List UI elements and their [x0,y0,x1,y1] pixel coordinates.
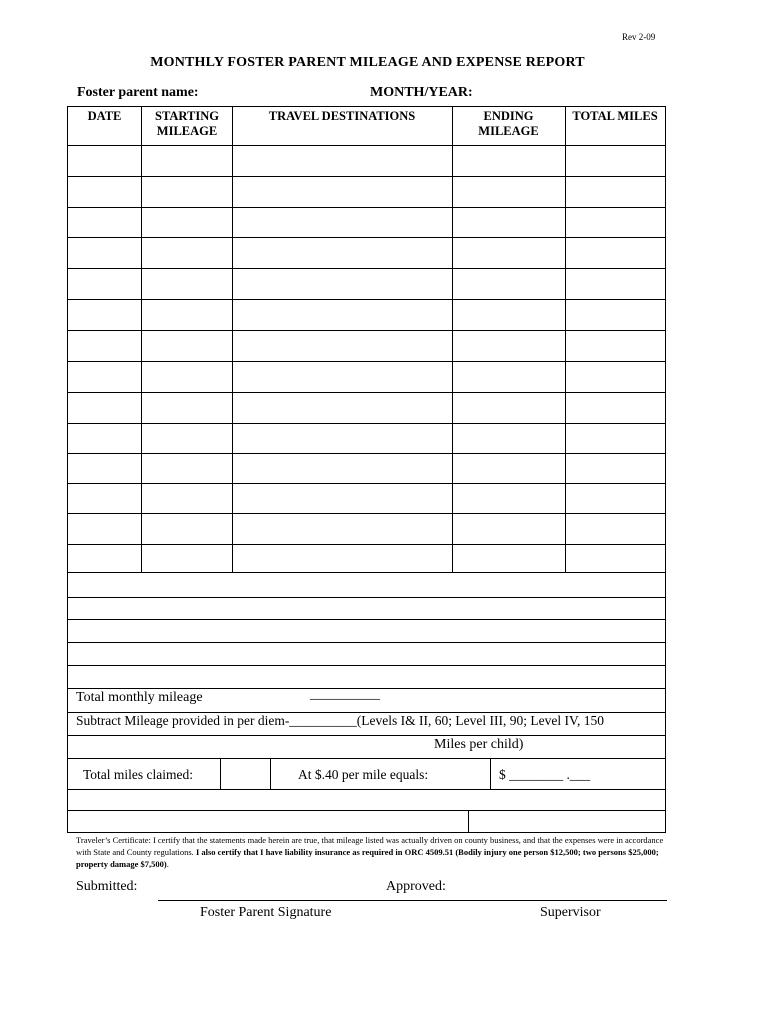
foster-parent-name-label: Foster parent name: [77,85,199,100]
summary-row-divider [68,810,665,811]
column-header-starting-mileage: STARTING MILEAGE [155,109,219,138]
blank-row[interactable] [68,597,665,598]
summary-row-divider [68,789,665,790]
table-row[interactable] [68,145,665,146]
signature-line[interactable] [158,900,667,901]
cell-divider [468,810,469,832]
supervisor-label: Supervisor [540,905,601,920]
submitted-label: Submitted: [76,879,138,894]
total-miles-claimed-label: Total miles claimed: [83,767,194,782]
certificate-end: . [166,859,169,869]
travelers-certificate [76,834,676,870]
cell-divider [490,758,491,789]
table-row[interactable] [68,483,665,484]
approved-label: Approved: [386,879,446,894]
table-row[interactable] [68,392,665,393]
table-row[interactable] [68,544,665,545]
blank-row[interactable] [68,642,665,643]
foster-parent-signature-label: Foster Parent Signature [200,905,332,920]
cell-divider [270,758,271,789]
column-header-total-miles: TOTAL MILES [572,109,658,123]
certificate-text: Traveler’s Certificate: I certify that the statements made herein are true, that mileage listed was actually driven on county business, and that the expenses were in accordance with State and County regulations. [76,835,664,857]
summary-row-divider [68,735,665,736]
blank-row[interactable] [68,665,665,666]
summary-row-divider [68,832,665,833]
per-diem-subtract-line[interactable]: Subtract Mileage provided in per diem-__________(Levels I& II, 60; Level III, 90; Level IV, 150 [76,713,604,728]
table-row[interactable] [68,176,665,177]
table-row[interactable] [68,237,665,238]
summary-section [67,573,666,833]
cell-divider [220,758,221,789]
revision-label: Rev 2-09 [622,32,656,42]
table-row[interactable] [68,268,665,269]
table-row[interactable] [68,330,665,331]
total-monthly-mileage-label: Total monthly mileage [76,690,203,705]
table-row[interactable] [68,423,665,424]
table-row[interactable] [68,207,665,208]
blank-row[interactable] [68,619,665,620]
table-row[interactable] [68,453,665,454]
column-header-date: DATE [87,109,122,123]
column-header-ending-mileage: ENDING MILEAGE [478,109,539,138]
form-title: MONTHLY FOSTER PARENT MILEAGE AND EXPENSE REPORT [150,55,585,70]
mileage-table [67,106,666,573]
summary-row-divider [68,758,665,759]
table-row[interactable] [68,299,665,300]
month-year-label: MONTH/YEAR: [370,85,473,100]
table-row[interactable] [68,361,665,362]
rate-label: At $.40 per mile equals: [298,767,429,782]
certificate-insurance-text: I also certify that I have liability insurance as required in ORC 4509.51 (Bodily injury one person $12,500; two persons $25,000; property damage $7,500) [76,847,659,869]
amount-field[interactable]: $ ________ .___ [499,767,591,782]
total-monthly-mileage-field[interactable]: __________ [310,687,380,702]
miles-per-child-label: Miles per child) [434,737,524,752]
column-header-travel-destinations: TRAVEL DESTINATIONS [268,109,416,123]
table-row[interactable] [68,513,665,514]
